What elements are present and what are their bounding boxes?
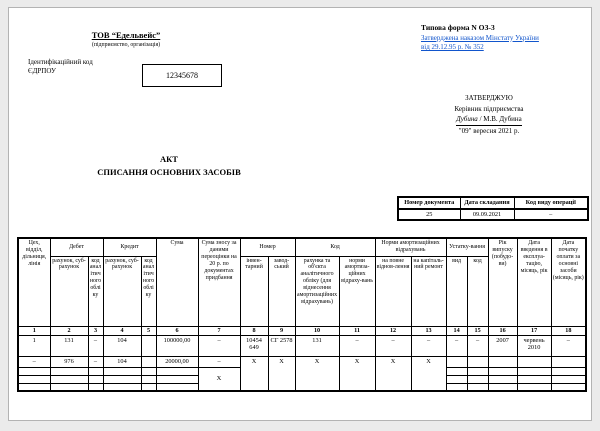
meta-header-op-code: Код виду операції: [514, 197, 588, 209]
cell: –: [88, 335, 103, 356]
table-group-header-row: [18, 238, 586, 256]
empty-cell: [446, 367, 467, 375]
col-group-depreciation-norms: Норми амортизаційних відрахувань: [375, 238, 446, 256]
cell: –: [467, 335, 488, 356]
empty-cell: [156, 367, 198, 375]
col-header-date-in-service: Дата введення в експлуа-тацію, місяць, рік: [517, 238, 551, 326]
cell: –: [198, 335, 240, 356]
form-info-block: [421, 23, 597, 53]
empty-cell: [517, 375, 551, 383]
empty-cell: [488, 375, 517, 383]
empty-cell: [517, 367, 551, 375]
col-num: 8: [240, 326, 268, 335]
empty-cell: [467, 375, 488, 383]
idcode-label-line2: ЄДРПОУ: [28, 67, 56, 76]
empty-cell: [488, 383, 517, 391]
col-num: 18: [551, 326, 586, 335]
cell: 2007: [488, 335, 517, 356]
signature-name-italic: Дубина: [456, 115, 478, 123]
cell: 976: [50, 356, 88, 367]
order-link-line2[interactable]: від 29.12.95 р. № 352: [421, 43, 484, 52]
cell: –: [446, 335, 467, 356]
empty-cell: [156, 375, 198, 383]
idcode-value: 12345678: [166, 71, 198, 80]
order-link-line1[interactable]: Затверджена наказом Мінстату України: [421, 33, 539, 42]
subcol-equipment-type: вид: [446, 256, 467, 326]
subcol-factory-number: завод-ський: [268, 256, 295, 326]
col-group-code: Код: [295, 238, 375, 256]
col-num: 6: [156, 326, 198, 335]
meta-value-doc-number: 25: [398, 209, 460, 220]
x-mark-cell: X: [268, 356, 295, 391]
meta-value-doc-date: 09.09.2021: [460, 209, 514, 220]
col-num: 7: [198, 326, 240, 335]
subcol-depreciation-norm-code: норми амортиза-ційних відраху-вань: [339, 256, 375, 326]
cell: [141, 356, 156, 367]
col-header-wear-sum: Сума зносу за даними переоцінки на 20 р. по документах придбання: [198, 238, 240, 326]
form-type-title: Типова форма N ОЗ-3: [421, 23, 495, 32]
col-num: 10: [295, 326, 339, 335]
empty-cell: [446, 356, 467, 367]
col-group-debit: Дебет: [50, 238, 103, 256]
document-title-line2: СПИСАННЯ ОСНОВНИХ ЗАСОБІВ: [97, 166, 241, 177]
x-mark-cell: X: [375, 356, 411, 391]
company-block: [56, 30, 196, 48]
empty-cell: [467, 383, 488, 391]
cell: –: [18, 356, 50, 367]
document-title: [21, 153, 317, 179]
idcode-value-box: [142, 64, 222, 87]
col-num: 16: [488, 326, 517, 335]
company-caption: (підприємство, організація): [91, 42, 161, 48]
col-header-sum: Сума: [156, 238, 198, 326]
col-num: 17: [517, 326, 551, 335]
empty-cell: [103, 383, 141, 391]
x-mark-cell: X: [411, 356, 446, 391]
cell: 10454 649: [240, 335, 268, 356]
col-num: 12: [375, 326, 411, 335]
empty-cell: [18, 375, 50, 383]
x-mark-cell: X: [295, 356, 339, 391]
x-mark-cell: X: [198, 367, 240, 391]
meta-header-doc-number: Номер документа: [398, 197, 460, 209]
cell: 1: [18, 335, 50, 356]
cell: СГ 2578: [268, 335, 295, 356]
approval-date: "09" вересня 2021 р.: [458, 126, 520, 135]
empty-cell: [103, 367, 141, 375]
document-page: [8, 7, 592, 421]
subcol-account-object-code: рахунка та об'єкта аналітичного обліку (для віднесення амортизаційних відрахувань): [295, 256, 339, 326]
cell: 131: [295, 335, 339, 356]
empty-cell: [50, 383, 88, 391]
col-group-equipment: Устатку-вання: [446, 238, 488, 256]
col-group-number: Номер: [240, 238, 295, 256]
meta-value-op-code: –: [514, 209, 588, 220]
cell: червень 2010: [517, 335, 551, 356]
approval-role: Керівник підприємства: [454, 104, 524, 113]
empty-cell: [141, 383, 156, 391]
cell: –: [375, 335, 411, 356]
col-group-credit: Кредит: [103, 238, 156, 256]
empty-cell: [551, 356, 586, 367]
approval-block: [408, 93, 570, 136]
empty-cell: [88, 375, 103, 383]
assets-writeoff-table: [17, 237, 587, 392]
col-header-year-made: Рік випуску (побудо-ви): [488, 238, 517, 326]
empty-cell: [446, 375, 467, 383]
empty-cell: [50, 367, 88, 375]
signature-name-rest: / М.В. Дубина: [477, 115, 522, 123]
cell: –: [88, 356, 103, 367]
cell: 131: [50, 335, 88, 356]
empty-cell: [156, 383, 198, 391]
approval-signature: [456, 114, 522, 126]
subcol-debit-analytic-code: код аналітичного обліку: [88, 256, 103, 326]
col-num: 4: [103, 326, 141, 335]
cell: 100000,00: [156, 335, 198, 356]
data-row-1: [18, 335, 586, 356]
cell: –: [551, 335, 586, 356]
cell: 20000,00: [156, 356, 198, 367]
cell: –: [411, 335, 446, 356]
col-num: 3: [88, 326, 103, 335]
col-num: 2: [50, 326, 88, 335]
empty-cell: [50, 375, 88, 383]
col-num: 14: [446, 326, 467, 335]
empty-cell: [551, 367, 586, 375]
x-mark-cell: X: [240, 356, 268, 391]
empty-cell: [517, 356, 551, 367]
cell: 104: [103, 335, 141, 356]
empty-cell: [551, 375, 586, 383]
meta-header-doc-date: Дата складання: [460, 197, 514, 209]
idcode-label: [28, 58, 138, 77]
subcol-equipment-code: код: [467, 256, 488, 326]
subcol-inventory-number: інвен-тарний: [240, 256, 268, 326]
cell: –: [198, 356, 240, 367]
subcol-capital-repair: на капіталь-ний ремонт: [411, 256, 446, 326]
cell: 104: [103, 356, 141, 367]
meta-header-row: [398, 197, 588, 209]
col-num: 1: [18, 326, 50, 335]
cell: [141, 335, 156, 356]
empty-cell: [88, 383, 103, 391]
cell: –: [339, 335, 375, 356]
subcol-credit-account: рахунок, суб-рахунок: [103, 256, 141, 326]
empty-cell: [103, 375, 141, 383]
approval-word: ЗАТВЕРДЖУЮ: [465, 94, 513, 102]
subcol-full-restore: на повне віднов-лення: [375, 256, 411, 326]
x-mark-cell: X: [339, 356, 375, 391]
idcode-label-line1: Ідентифікаційний код: [28, 58, 93, 66]
empty-cell: [467, 356, 488, 367]
column-number-row: [18, 326, 586, 335]
empty-cell: [517, 383, 551, 391]
subcol-credit-analytic-code: код аналітичного обліку: [141, 256, 156, 326]
document-title-line1: АКТ: [160, 154, 178, 164]
col-num: 5: [141, 326, 156, 335]
col-num: 13: [411, 326, 446, 335]
col-header-dept: Цех, відділ, дільниця, лінія: [18, 238, 50, 326]
col-num: 15: [467, 326, 488, 335]
empty-cell: [141, 375, 156, 383]
subcol-debit-account: рахунок, суб-рахунок: [50, 256, 88, 326]
empty-cell: [141, 367, 156, 375]
col-num: 11: [339, 326, 375, 335]
empty-cell: [446, 383, 467, 391]
empty-cell: [488, 367, 517, 375]
empty-cell: [18, 367, 50, 375]
empty-cell: [488, 356, 517, 367]
empty-cell: [551, 383, 586, 391]
empty-cell: [467, 367, 488, 375]
empty-cell: [88, 367, 103, 375]
document-meta-table: [397, 196, 589, 221]
col-header-date-payment: Дата початку оплати за основні засоби (місяць, рік): [551, 238, 586, 326]
meta-value-row: [398, 209, 588, 220]
col-num: 9: [268, 326, 295, 335]
data-row-2: [18, 356, 586, 367]
empty-cell: [18, 383, 50, 391]
company-name: ТОВ “Едельвейс”: [91, 30, 161, 40]
